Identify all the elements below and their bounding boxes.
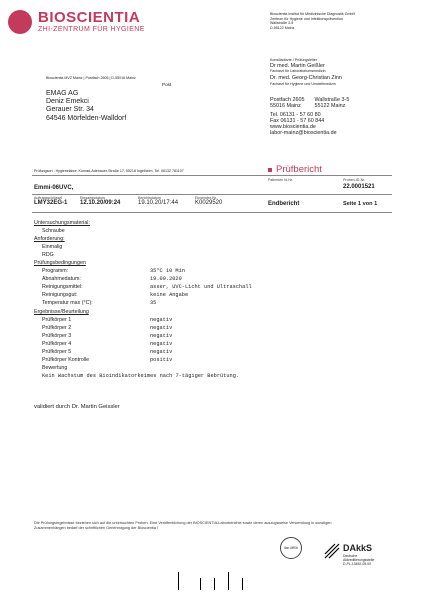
- section-pruefbedingungen: Prüfungsbedingungen: [34, 260, 86, 266]
- meta-bericht: Berichtsdatum 19.10.20/17:44: [138, 196, 179, 206]
- meta-einsender: Einsender-Nr. K0029520: [195, 196, 223, 206]
- divider: [32, 194, 392, 195]
- fold-mark: [242, 578, 243, 590]
- condition-value: keine Angabe: [150, 292, 189, 298]
- institute-block: [270, 12, 420, 30]
- anforderung-value: RDG: [42, 252, 54, 258]
- report-title: Prüfbericht: [276, 164, 322, 175]
- ilac-label: ilac-MRA: [284, 546, 298, 550]
- divider: [32, 212, 392, 213]
- condition-label: Temperatur max (°C):: [42, 300, 93, 306]
- condition-label: Abnahmedatum:: [42, 276, 81, 282]
- divider: [32, 175, 392, 176]
- dakks-details: Deutsche Akkreditierungsstelle D-PL-13452-05-00: [343, 554, 375, 567]
- institute-line: Wallstraße 3-5: [270, 21, 294, 26]
- doctor-role: Facharzt für Laboratoriumsmedizin: [270, 68, 326, 73]
- institute-line: D-55122 Mainz: [270, 25, 295, 30]
- anforderung-value: Einmalig: [42, 244, 63, 250]
- result-value: negativ: [150, 333, 173, 339]
- validated-by: validiert durch Dr. Martin Geissler: [34, 404, 120, 410]
- result-label: Prüfkörper 5: [42, 349, 72, 355]
- fold-mark: [178, 572, 179, 590]
- dakks-logo-icon: [322, 541, 342, 561]
- footer-note: Die Prüfungsergebnisse beziehen sich auf die untersuchten Proben. Eine Veröffentlichung der BIOSCIENTIA-Laborberichte sowie deren auszugsweise Verwendung in sonstigen Zusammenhängen bedarf der schriftlichen Genehmigung der Bioscientia !: [34, 521, 332, 530]
- pruefungsort: Prüfungsort : Hygienelabor, Konrad-Adenauer-Straße 17, 55218 Ingelheim, Tel. 06132 781107: [34, 169, 184, 173]
- result-label: Prüfkörper 3: [42, 333, 72, 339]
- bioscientia-logo-icon: [8, 10, 32, 34]
- doctor-name: Dr med. Martin Geißler: [270, 62, 325, 69]
- recipient-line: Deniz Emekci: [46, 98, 89, 106]
- phone: Tel. 06131 - 57 60 80: [270, 111, 321, 118]
- fax: Fax 06131 - 57 60 844: [270, 117, 325, 124]
- result-label: Prüfkörper 4: [42, 341, 72, 347]
- section-anforderung: Anforderung:: [34, 236, 65, 242]
- email-link[interactable]: labor-mainz@bioscientia.de: [270, 130, 337, 137]
- condition-value: 19.09.2020: [150, 276, 182, 282]
- condition-value: asser, UVC-Licht und Ultraschall: [150, 284, 252, 290]
- section-ergebnisse: Ergebnisse/Beurteilung: [34, 309, 89, 315]
- meta-auftrag: Auftragsschlüssel LMY32EG-1: [34, 196, 68, 206]
- result-label: Prüfkörper Kontrolle: [42, 357, 90, 363]
- doctor-role: Facharzt für Hygiene und Umweltmedizin: [270, 81, 336, 86]
- material-value: Schraube: [42, 228, 65, 234]
- postfach: Postfach 2605 55016 Mainz: [270, 97, 305, 110]
- report-type: Endbericht: [268, 201, 300, 207]
- bewertung-label: Bewertung: [42, 365, 68, 371]
- condition-label: Reinigungsmittel:: [42, 284, 83, 290]
- recipient-line: 64546 Mörfelden-Walldorf: [46, 114, 127, 122]
- condition-label: Reinigungsgut:: [42, 292, 78, 298]
- street: Wallstraße 3-5 55122 Mainz: [314, 97, 350, 110]
- condition-value: 35°C 10 Min: [150, 268, 185, 274]
- institute-line: Bioscientia Institut für Medizinische Diagnostik GmbH: [270, 12, 356, 16]
- konsiliar-block: [270, 58, 420, 86]
- dakks-name: DAkkS: [343, 543, 373, 553]
- section-untersuchungsmaterial: Untersuchungsmaterial:: [34, 220, 90, 226]
- sender-line: Bioscientia MVZ Mainz | Postfach 2605 | D-55016 Mainz: [46, 76, 136, 80]
- recipient-line: Gerauer Str. 34: [46, 106, 94, 114]
- probe-id-value: 22.0001521: [343, 184, 375, 190]
- condition-value: 35: [150, 300, 157, 306]
- recipient-line: EMAG AG: [46, 90, 79, 97]
- probe-id-label: Proben-ID-Nr.: [343, 178, 366, 182]
- konsiliar-heading: Konsiliarärzte / Prüfungsleiter: [270, 58, 317, 62]
- patient-id-label: Patienten Id-Nr.: [268, 178, 293, 182]
- result-value: positiv: [150, 357, 173, 363]
- institute-line: Zentrum für Hygiene und Infektionsprävention: [270, 16, 343, 21]
- report-marker-icon: [268, 168, 272, 172]
- logo-title: BIOSCIENTIA: [38, 9, 141, 26]
- result-label: Prüfkörper 1: [42, 317, 72, 323]
- fold-mark: [228, 572, 229, 590]
- postal-row: [270, 97, 349, 110]
- bewertung-text: Kein Wachstum des Bioindikatorkeimes nach 7-tägiger Bebrütung.: [42, 373, 240, 379]
- website-link[interactable]: www.bioscientia.de: [270, 124, 316, 131]
- page-info: Seite 1 von 1: [343, 201, 378, 207]
- post-label: Post: [162, 82, 172, 87]
- meta-eingang: Eingangsdatum 12.10.20/09:24: [80, 196, 121, 206]
- result-value: negativ: [150, 341, 173, 347]
- recipient-address: [46, 90, 126, 123]
- result-value: negativ: [150, 325, 173, 331]
- fold-mark: [200, 578, 201, 590]
- logo-subtitle: ZHI-ZENTRUM FÜR HYGIENE: [38, 26, 145, 33]
- sample-name: Emmi-06UVC,: [34, 185, 74, 191]
- result-value: negativ: [150, 317, 173, 323]
- fold-mark: [214, 578, 215, 590]
- contact-block: [270, 97, 349, 137]
- doctor-name: Dr. med. Georg-Christian Zinn: [270, 75, 342, 82]
- condition-label: Programm:: [42, 268, 69, 274]
- result-label: Prüfkörper 2: [42, 325, 72, 331]
- result-value: negativ: [150, 349, 173, 355]
